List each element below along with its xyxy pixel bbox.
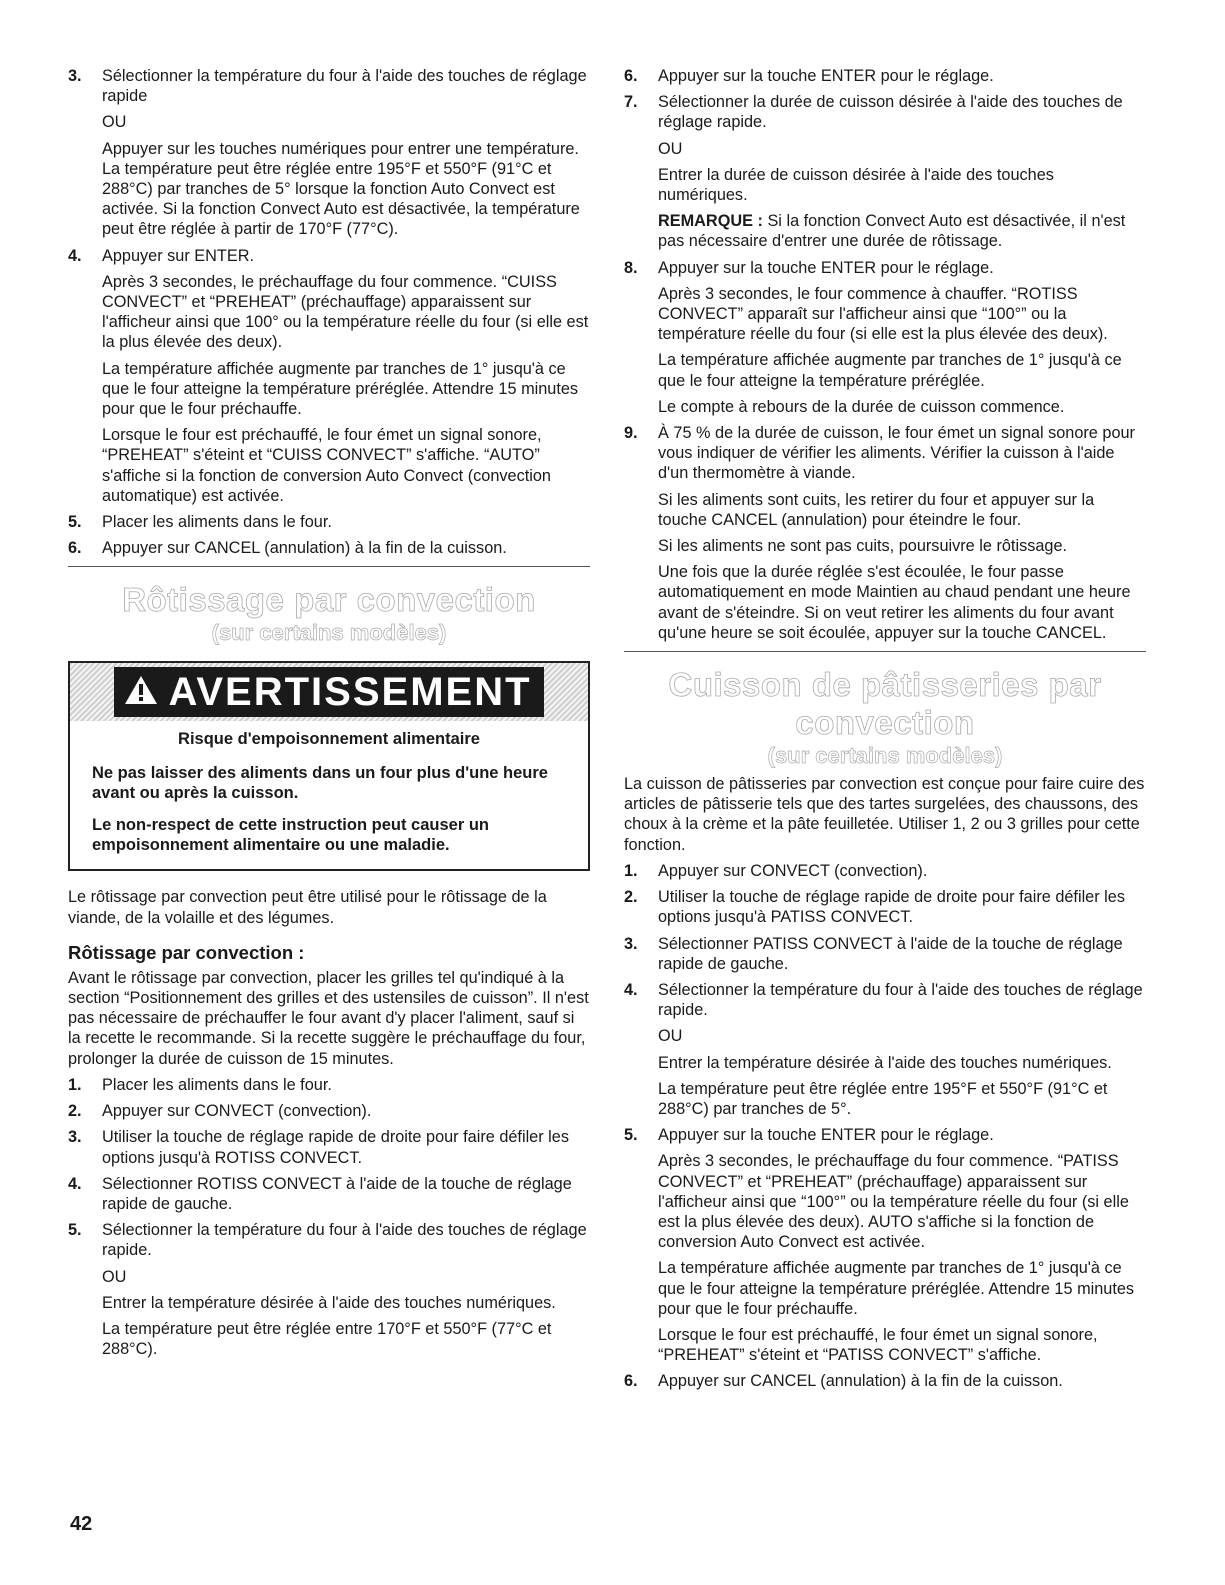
step-text: Sélectionner PATISS CONVECT à l'aide de la touche de réglage rapide de gauche. <box>658 934 1123 973</box>
step-text: La température affichée augmente par tranches de 1° jusqu'à ce que le four atteigne la température préréglée. Attendre 15 minutes pour que le four préchauffe. <box>102 359 579 419</box>
list-item <box>68 66 590 240</box>
list-item <box>68 538 590 558</box>
step-number: 3. <box>68 1128 82 1147</box>
list-item <box>68 1075 590 1095</box>
sub-intro-paragraph: Avant le rôtissage par convection, placer les grilles tel qu'indiqué à la section “Positionnement des grilles et des ustensiles de cuisson”. Il n'est pas nécessaire de préchauffer le four avant d'y placer l'aliment, sauf si la recette le recommande. Si la recette suggère le préchauffage du four, prolonger la durée de cuisson de 15 minutes. <box>68 968 589 1068</box>
step-text: Appuyer sur la touche ENTER pour le réglage. <box>658 258 994 277</box>
step-text: Après 3 secondes, le préchauffage du four commence. “PATISS CONVECT” et “PREHEAT” (préchauffage) apparaissent sur l'afficheur ainsi que “100°” ou la température réelle du four (si elle est la plus élevée des deux). AUTO s'affiche si la fonction de conversion Auto Convect est activée. <box>658 1152 1129 1252</box>
warning-line: Ne pas laisser des aliments dans un four plus d'une heure avant ou après la cuisson. <box>92 764 548 803</box>
note-text: Si la fonction Convect Auto est désactivée, il n'est pas nécessaire d'entrer une durée de rôtissage. <box>658 212 1126 251</box>
list-item <box>68 1101 590 1121</box>
step-text: Sélectionner ROTISS CONVECT à l'aide de la touche de réglage rapide de gauche. <box>102 1174 572 1213</box>
step-number: 6. <box>68 539 82 558</box>
step-text: Placer les aliments dans le four. <box>102 513 332 532</box>
step-text: Lorsque le four est préchauffé, le four émet un signal sonore, “PREHEAT” s'éteint et “PATISS CONVECT” s'affiche. <box>658 1325 1098 1365</box>
list-item <box>624 934 1146 974</box>
step-text: Utiliser la touche de réglage rapide de droite pour faire défiler les options jusqu'à PATISS CONVECT. <box>658 888 1125 927</box>
warning-box <box>68 661 590 871</box>
step-text: Appuyer sur CONVECT (convection). <box>658 861 928 880</box>
step-text: Sélectionner la durée de cuisson désirée à l'aide des touches de réglage rapide. <box>658 93 1123 132</box>
step-number: 6. <box>624 67 638 85</box>
step-text: Entrer la durée de cuisson désirée à l'aide des touches numériques. <box>658 165 1054 205</box>
page-number: 42 <box>70 1513 93 1535</box>
step-text: Sélectionner la température du four à l'aide des touches de réglage rapide. <box>658 980 1143 1020</box>
list-item <box>624 980 1146 1119</box>
section-divider <box>68 566 590 567</box>
step-list <box>68 66 590 558</box>
step-number: 8. <box>624 258 638 277</box>
step-number: 2. <box>68 1102 82 1121</box>
right-column <box>624 66 1146 1398</box>
warning-body <box>70 721 588 869</box>
list-item <box>624 66 1146 86</box>
section-subtitle: (sur certains modèles) <box>767 743 1003 769</box>
step-number: 4. <box>68 246 82 265</box>
step-number: 4. <box>68 1174 82 1193</box>
step-text: Appuyer sur CONVECT (convection). <box>102 1102 372 1121</box>
step-number: 2. <box>624 888 638 907</box>
step-number: 5. <box>68 513 82 532</box>
list-item <box>68 1220 590 1359</box>
step-text: Appuyer sur la touche ENTER pour le réglage. <box>658 67 994 85</box>
section-title: Cuisson de pâtisseries par convection <box>668 666 1102 742</box>
step-text: Entrer la température désirée à l'aide des touches numériques. <box>102 1293 556 1312</box>
step-number: 1. <box>68 1075 82 1094</box>
step-number: 9. <box>624 424 638 443</box>
step-text: Si les aliments sont cuits, les retirer du four et appuyer sur la touche CANCEL (annulation) pour éteindre le four. <box>658 490 1095 529</box>
step-number: 1. <box>624 861 638 880</box>
step-text: Le compte à rebours de la durée de cuisson commence. <box>658 397 1065 416</box>
step-text: À 75 % de la durée de cuisson, le four émet un signal sonore pour vous indiquer de vérifier les aliments. Vérifier la cuisson à l'aide d'un thermomètre à viande. <box>658 424 1135 483</box>
step-number: 5. <box>68 1221 82 1240</box>
step-text: OU <box>102 113 127 132</box>
warning-triangle-icon <box>124 670 158 715</box>
step-text: La température affichée augmente par tranches de 1° jusqu'à ce que le four atteigne la température préréglée. Attendre 15 minutes pour que le four préchauffe. <box>658 1259 1135 1318</box>
step-text: Appuyer sur CANCEL (annulation) à la fin de la cuisson. <box>658 1372 1063 1391</box>
step-text: Une fois que la durée réglée s'est écoulée, le four passe automatiquement en mode Maintien au chaud pendant une heure avant de s'éteindre. Si on veut retirer les aliments du four avant qu'une heure se soit écoulée, appuyer sur la touche CANCEL. <box>658 563 1131 642</box>
list-item <box>624 861 1146 881</box>
list-item <box>624 423 1146 643</box>
step-list <box>624 258 1146 643</box>
list-item <box>624 1125 1146 1365</box>
step-number: 5. <box>624 1126 638 1145</box>
section-divider <box>624 651 1146 652</box>
step-number: 4. <box>624 980 638 999</box>
step-text: Lorsque le four est préchauffé, le four émet un signal sonore, “PREHEAT” s'éteint et “CUISS CONVECT” s'affiche. “AUTO” s'affiche si la fonction de conversion Auto Convect (convection automatique) est activée. <box>102 426 551 505</box>
step-text: Entrer la température désirée à l'aide des touches numériques. <box>658 1053 1112 1072</box>
warning-header <box>70 663 588 721</box>
step-text: La température peut être réglée entre 170°F et 550°F (77°C et 288°C). <box>102 1319 552 1359</box>
step-text: Après 3 secondes, le four commence à chauffer. “ROTISS CONVECT” apparaît sur l'afficheur ainsi que “100°” ou la température réelle du four (si elle est la plus élevée des deux). <box>658 284 1108 344</box>
section-subtitle: (sur certains modèles) <box>211 620 447 646</box>
warning-risk: Risque d'empoisonnement alimentaire <box>178 730 480 749</box>
step-text: Appuyer sur ENTER. <box>102 246 255 265</box>
list-item <box>68 1174 590 1214</box>
step-list <box>624 861 1146 1392</box>
list-item <box>624 1371 1146 1391</box>
step-text: La température affichée augmente par tranches de 1° jusqu'à ce que le four atteigne la température préréglée. <box>658 351 1122 390</box>
warning-line: Le non-respect de cette instruction peut causer un empoisonnement alimentaire ou une maladie. <box>92 816 489 855</box>
step-text: Appuyer sur les touches numériques pour entrer une température. La température peut être réglée entre 195°F et 550°F (91°C et 288°C) par tranches de 5° lorsque la fonction Auto Convect est activée. Si la fonction Convect Auto est désactivée, la température peut être réglée à partir de 170°F (77°C). <box>102 139 580 239</box>
note-paragraph <box>624 211 1146 251</box>
step-number: 7. <box>624 93 638 112</box>
intro-paragraph: La cuisson de pâtisseries par convection est conçue pour faire cuire des articles de pâtisserie tels que des tartes surgelées, des chaussons, des choux à la crème et la pâte feuilletée. Utiliser 1, 2 ou 3 grilles pour cette fonction. <box>624 775 1145 854</box>
step-number: 3. <box>624 934 638 953</box>
step-list <box>68 1075 590 1359</box>
left-column <box>68 66 590 1365</box>
step-text: OU <box>658 1027 683 1046</box>
step-text: Après 3 secondes, le préchauffage du four commence. “CUISS CONVECT” et “PREHEAT” (préchauffage) apparaissent sur l'afficheur ainsi que 100° ou la température réelle du four (si elle est la plus élevée des deux). <box>102 272 589 352</box>
step-text: Placer les aliments dans le four. <box>102 1075 332 1094</box>
step-number: 3. <box>68 67 82 85</box>
step-list <box>624 66 1146 205</box>
step-text: OU <box>102 1267 127 1286</box>
list-item <box>68 1127 590 1167</box>
step-text: La température peut être réglée entre 195°F et 550°F (91°C et 288°C) par tranches de 5°. <box>658 1079 1108 1118</box>
warning-title: AVERTISSEMENT <box>168 669 532 714</box>
step-text: Sélectionner la température du four à l'aide des touches de réglage rapide. <box>102 1221 587 1260</box>
step-text: Sélectionner la température du four à l'aide des touches de réglage rapide <box>102 67 587 106</box>
intro-paragraph: Le rôtissage par convection peut être utilisé pour le rôtissage de la viande, de la volaille et des légumes. <box>68 888 547 927</box>
list-item <box>624 92 1146 205</box>
step-text: Utiliser la touche de réglage rapide de droite pour faire défiler les options jusqu'à ROTISS CONVECT. <box>102 1128 569 1167</box>
step-text: Si les aliments ne sont pas cuits, poursuivre le rôtissage. <box>658 537 1068 556</box>
sub-heading: Rôtissage par convection : <box>68 941 305 963</box>
list-item <box>68 246 590 506</box>
step-text: OU <box>658 139 683 158</box>
list-item <box>624 887 1146 927</box>
list-item <box>68 512 590 532</box>
step-text: Appuyer sur la touche ENTER pour le réglage. <box>658 1126 994 1145</box>
section-title: Rôtissage par convection <box>122 581 536 619</box>
list-item <box>624 258 1146 417</box>
note-label: REMARQUE : <box>658 212 763 231</box>
step-number: 6. <box>624 1372 638 1391</box>
step-text: Appuyer sur CANCEL (annulation) à la fin de la cuisson. <box>102 539 507 558</box>
